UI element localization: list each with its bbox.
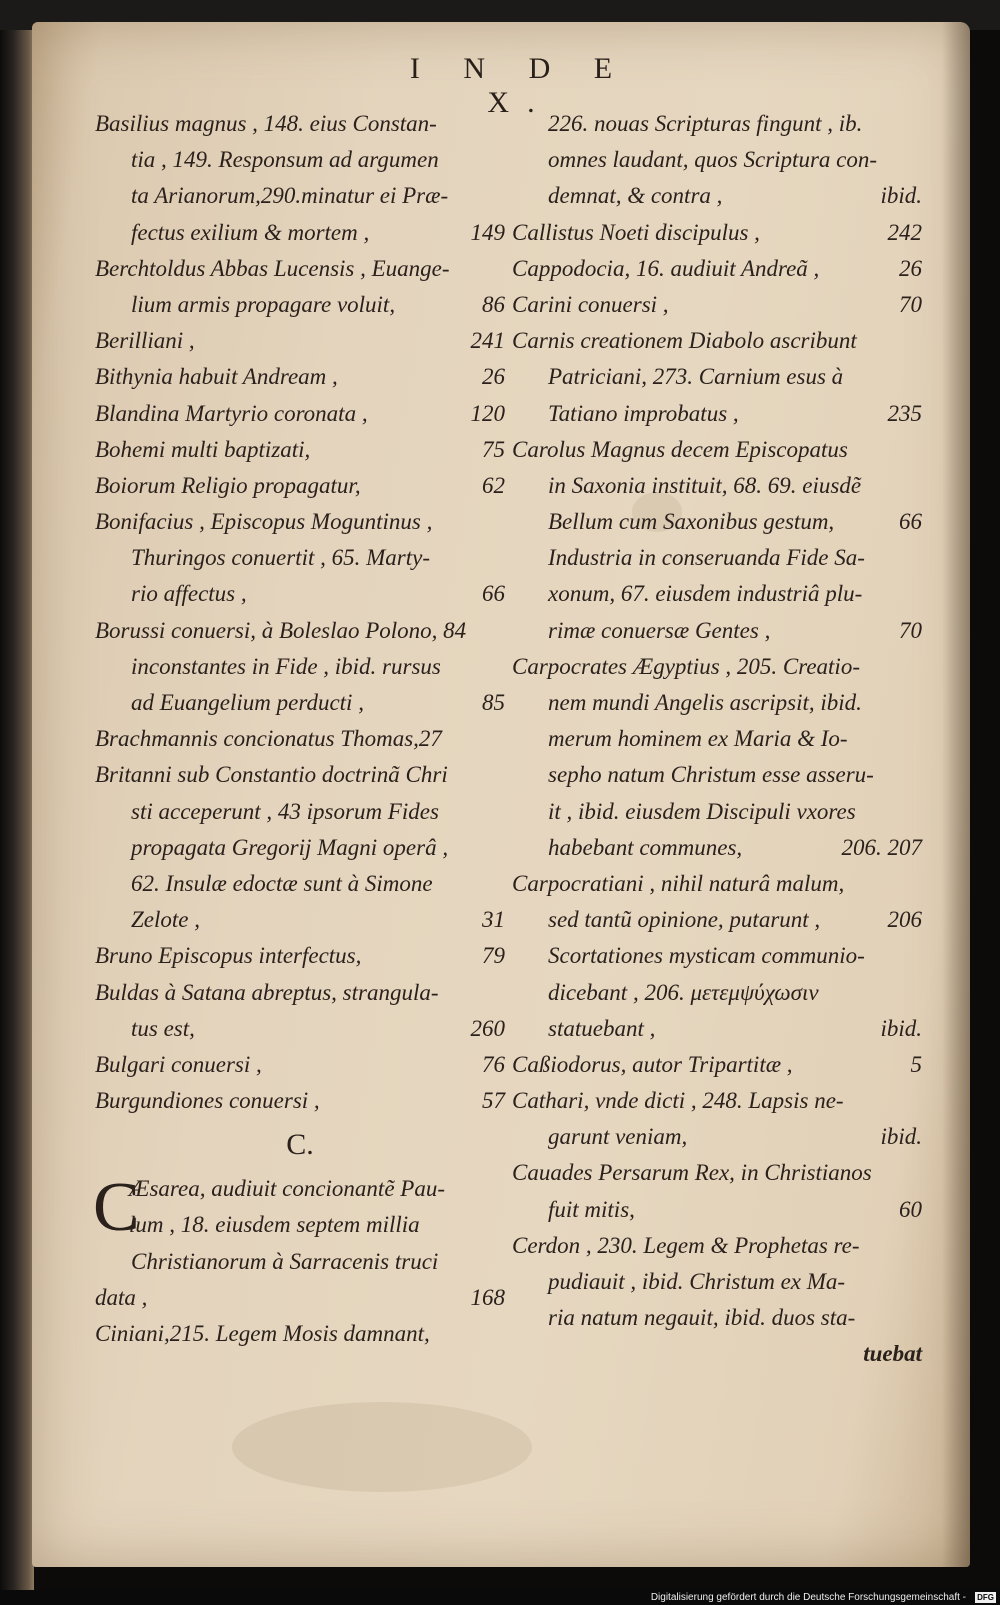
page-reference: 26: [482, 364, 505, 390]
entry-text: Cappodocia, 16. audiuit Andreã ,: [512, 255, 820, 281]
page-reference: 66: [482, 581, 505, 607]
entry-text: Buldas à Satana abreptus, strangula-: [95, 979, 439, 1005]
index-entry-line: [95, 540, 505, 576]
entry-text: fectus exilium & mortem ,: [131, 219, 370, 245]
index-entry-line: [512, 866, 922, 902]
entry-text: Carolus Magnus decem Episcopatus: [512, 436, 848, 462]
entry-text: rimæ conuersæ Gentes ,: [548, 617, 771, 643]
catchword: tuebat: [863, 1341, 922, 1367]
index-entry-line: [95, 106, 505, 142]
index-column-right: [512, 106, 922, 1372]
page-reference: 26: [899, 255, 922, 281]
footer-bar: [0, 1590, 1000, 1605]
index-entry-line: [512, 1192, 922, 1228]
index-entry-line: [95, 649, 505, 685]
index-entry-line: [512, 1119, 922, 1155]
index-entry-line: [512, 287, 922, 323]
entry-text: Bonifacius , Episcopus Moguntinus ,: [95, 509, 433, 535]
index-entry-line: [512, 540, 922, 576]
entry-text: demnat, & contra ,: [548, 183, 723, 209]
entry-text: Tatiano improbatus ,: [548, 400, 739, 426]
index-entry-line: [95, 468, 505, 504]
entry-text: propagata Gregorij Magni operâ ,: [131, 834, 449, 860]
index-entry-line: [95, 794, 505, 830]
index-entry-line: [95, 685, 505, 721]
index-entry-line: [512, 215, 922, 251]
entry-text: Brachmannis concionatus Thomas,27: [95, 726, 442, 752]
index-entry-line: [95, 142, 505, 178]
index-entry-line: [95, 938, 505, 974]
page-reference: 70: [899, 291, 922, 317]
page-reference: 60: [899, 1196, 922, 1222]
entry-text: ria natum negauit, ibid. duos sta-: [548, 1305, 856, 1331]
index-entry-line: [95, 396, 505, 432]
page-reference: 76: [482, 1051, 505, 1077]
index-entry-line: [512, 1155, 922, 1191]
entry-text: Carini conuersi ,: [512, 291, 669, 317]
page-reference: 235: [887, 400, 922, 426]
index-entry-line: [95, 1011, 505, 1047]
entry-text: pudiauit , ibid. Christum ex Ma-: [548, 1269, 846, 1294]
entry-text: Blandina Martyrio coronata ,: [95, 400, 368, 426]
index-entry-line: [95, 721, 505, 757]
dfg-logo: DFG: [977, 1593, 994, 1602]
entry-text: Cathari, vnde dicti , 248. Lapsis ne-: [512, 1088, 844, 1114]
page-reference: 75: [482, 436, 505, 462]
page-reference: 241: [470, 328, 505, 354]
index-entry-line: [95, 1047, 505, 1083]
page-reference: 85: [482, 690, 505, 715]
index-entry-line: [512, 902, 922, 938]
page-reference: 242: [887, 219, 922, 245]
entry-text: 62. Insulæ edoctæ sunt à Simone: [131, 870, 433, 896]
page-reference: 62: [482, 472, 505, 498]
page-reference: ibid.: [880, 1124, 922, 1150]
index-entry-line: [512, 1228, 922, 1264]
index-entry-line: [512, 757, 922, 793]
entry-text: Carpocrates Ægyptius , 205. Creatio-: [512, 653, 860, 679]
page-shadow: [942, 22, 970, 1567]
entry-text: omnes laudant, quos Scriptura con-: [548, 147, 878, 173]
entry-text: Zelote ,: [131, 907, 200, 933]
entry-text: Boiorum Religio propagatur,: [95, 472, 361, 498]
index-entry-line: [95, 866, 505, 902]
index-entry-line: [512, 830, 922, 866]
index-entry-line: [512, 794, 922, 830]
entry-text: Borussi conuersi, à Boleslao Polono, 84: [95, 617, 467, 643]
index-entry-line: [95, 757, 505, 793]
page-reference: 120: [470, 400, 505, 426]
entry-text: habebant communes,: [548, 834, 743, 860]
index-entry-line: [512, 251, 922, 287]
entry-text: Thuringos conuertit , 65. Marty-: [131, 545, 430, 571]
page-reference: 206: [887, 907, 922, 933]
entry-text: Carpocratiani , nihil naturâ malum,: [512, 870, 845, 896]
index-column-left: [95, 106, 505, 1352]
index-entry-line: [95, 1280, 505, 1316]
entry-text: Æsarea, audiuit concionantẽ Pau-: [129, 1176, 445, 1202]
entry-text: Cauades Persarum Rex, in Christianos: [512, 1160, 872, 1186]
entry-text: Bellum cum Saxonibus gestum,: [548, 509, 835, 535]
entry-text: Cerdon , 230. Legem & Prophetas re-: [512, 1232, 860, 1258]
index-entry-line: [95, 1171, 505, 1207]
section-heading-c: C.: [286, 1128, 314, 1162]
page-reference: 5: [910, 1051, 922, 1077]
index-entry-line: [512, 613, 922, 649]
index-entry-line: [512, 938, 922, 974]
index-entry-line: [512, 1300, 922, 1336]
page-reference: 66: [899, 509, 922, 535]
entry-text: ad Euangelium perducti ,: [131, 690, 364, 715]
index-entry-line: [95, 830, 505, 866]
page-reference: 168: [470, 1284, 505, 1310]
index-entry-line: [512, 142, 922, 178]
page-reference: 206. 207: [841, 834, 922, 860]
index-entry-line: [95, 287, 505, 323]
paper-stain: [232, 1402, 532, 1492]
footer-credit: Digitalisierung gefördert durch die Deutsche Forschungsgemeinschaft -: [650, 1592, 966, 1603]
entry-text: Carnis creationem Diabolo ascribunt: [512, 328, 857, 354]
entry-text: fuit mitis,: [548, 1196, 635, 1222]
entry-text: sepho natum Christum esse asseru-: [548, 762, 874, 788]
index-entry-line: [512, 178, 922, 214]
entry-text: Basilius magnus , 148. eius Constan-: [95, 111, 437, 136]
index-entry-line: [512, 685, 922, 721]
page-reference: 260: [470, 1015, 505, 1041]
page-reference: 70: [899, 617, 922, 643]
entry-text: tia , 149. Responsum ad argumen: [131, 147, 439, 173]
entry-text: rio affectus ,: [131, 581, 247, 607]
entry-text: dicebant , 206. μετεμψύχωσιν: [548, 979, 819, 1005]
entry-text: tus est,: [131, 1015, 195, 1041]
entry-text: Britanni sub Constantio doctrinã Chri: [95, 762, 448, 788]
entry-text: Christianorum à Sarracenis truci: [131, 1248, 439, 1274]
index-entry-line: [512, 396, 922, 432]
page-reference: 86: [482, 291, 505, 317]
index-entry-line: [512, 106, 922, 142]
index-entry-line: [95, 613, 505, 649]
entry-text: sti acceperunt , 43 ipsorum Fides: [131, 798, 439, 824]
section-c-entries: [95, 1171, 505, 1352]
page-reference: 149: [470, 219, 505, 245]
index-entry-line: [512, 1083, 922, 1119]
index-entry-line: [512, 468, 922, 504]
index-entry-line: [95, 251, 505, 287]
entry-text: Bulgari conuersi ,: [95, 1051, 262, 1077]
page-reference: ibid.: [880, 183, 922, 209]
drop-cap: C: [93, 1169, 140, 1247]
index-entry-line: [95, 1244, 505, 1280]
index-entry-line: [95, 1083, 505, 1119]
index-entry-line: [512, 1047, 922, 1083]
entry-text: Berilliani ,: [95, 328, 195, 354]
index-entry-line: [512, 1011, 922, 1047]
index-entry-line: [95, 902, 505, 938]
entry-text: Scortationes mysticam communio-: [548, 943, 865, 969]
entry-text: Burgundiones conuersi ,: [95, 1088, 320, 1114]
index-entry-line: [95, 504, 505, 540]
index-entry-line: [95, 215, 505, 251]
entry-text: Bohemi multi baptizati,: [95, 436, 311, 462]
entry-text: Berchtoldus Abbas Lucensis , Euange-: [95, 255, 450, 281]
page-title: I N D E X.: [409, 52, 631, 119]
index-entry-line: [512, 975, 922, 1011]
entry-text: in Saxonia instituit, 68. 69. eiusdẽ: [548, 472, 862, 498]
index-entry-line: [95, 1316, 505, 1352]
index-entry-line: [95, 178, 505, 214]
index-entry-line: [512, 576, 922, 612]
index-entry-line: [512, 1264, 922, 1300]
entry-text: lum , 18. eiusdem septem millia: [129, 1212, 420, 1238]
page-reference: 57: [482, 1088, 505, 1114]
entry-text: xonum, 67. eiusdem industriâ plu-: [548, 581, 863, 607]
page-reference: ibid.: [880, 1015, 922, 1041]
entry-text: Caßiodorus, autor Tripartitæ ,: [512, 1051, 793, 1077]
index-entry-line: [95, 432, 505, 468]
entry-text: 226. nouas Scripturas fingunt , ib.: [548, 111, 863, 136]
entry-text: data ,: [95, 1284, 148, 1310]
entry-text: Callistus Noeti discipulus ,: [512, 219, 760, 245]
index-entry-line: [512, 323, 922, 359]
entry-text: nem mundi Angelis ascripsit, ibid.: [548, 690, 862, 715]
index-entry-line: [95, 576, 505, 612]
index-entry-line: [95, 1207, 505, 1243]
entry-text: Patriciani, 273. Carnium esus à: [548, 364, 844, 390]
entry-text: garunt veniam,: [548, 1124, 688, 1150]
entry-text: inconstantes in Fide , ibid. rursus: [131, 653, 441, 679]
index-entry-line: [95, 975, 505, 1011]
entry-text: merum hominem ex Maria & Io-: [548, 726, 848, 752]
index-entry-line: [512, 721, 922, 757]
entry-text: lium armis propagare voluit,: [131, 291, 396, 317]
entry-text: Bithynia habuit Andream ,: [95, 364, 338, 390]
book-edge: [0, 30, 34, 1590]
entry-text: it , ibid. eiusdem Discipuli vxores: [548, 798, 856, 824]
index-entry-line: [512, 504, 922, 540]
entry-text: Industria in conseruanda Fide Sa-: [548, 545, 865, 571]
page-reference: 79: [482, 943, 505, 969]
page-reference: 31: [482, 907, 505, 933]
index-entry-line: [512, 432, 922, 468]
index-entry-line: [95, 359, 505, 395]
entry-text: sed tantũ opinione, putarunt ,: [548, 907, 821, 933]
entry-text: statuebant ,: [548, 1015, 656, 1041]
index-entry-line: [512, 359, 922, 395]
entry-text: ta Arianorum,290.minatur ei Præ-: [131, 183, 449, 209]
entry-text: Bruno Episcopus interfectus,: [95, 943, 362, 969]
index-entry-line: [95, 323, 505, 359]
index-entry-line: [512, 649, 922, 685]
entry-text: Ciniani,215. Legem Mosis damnant,: [95, 1321, 430, 1346]
